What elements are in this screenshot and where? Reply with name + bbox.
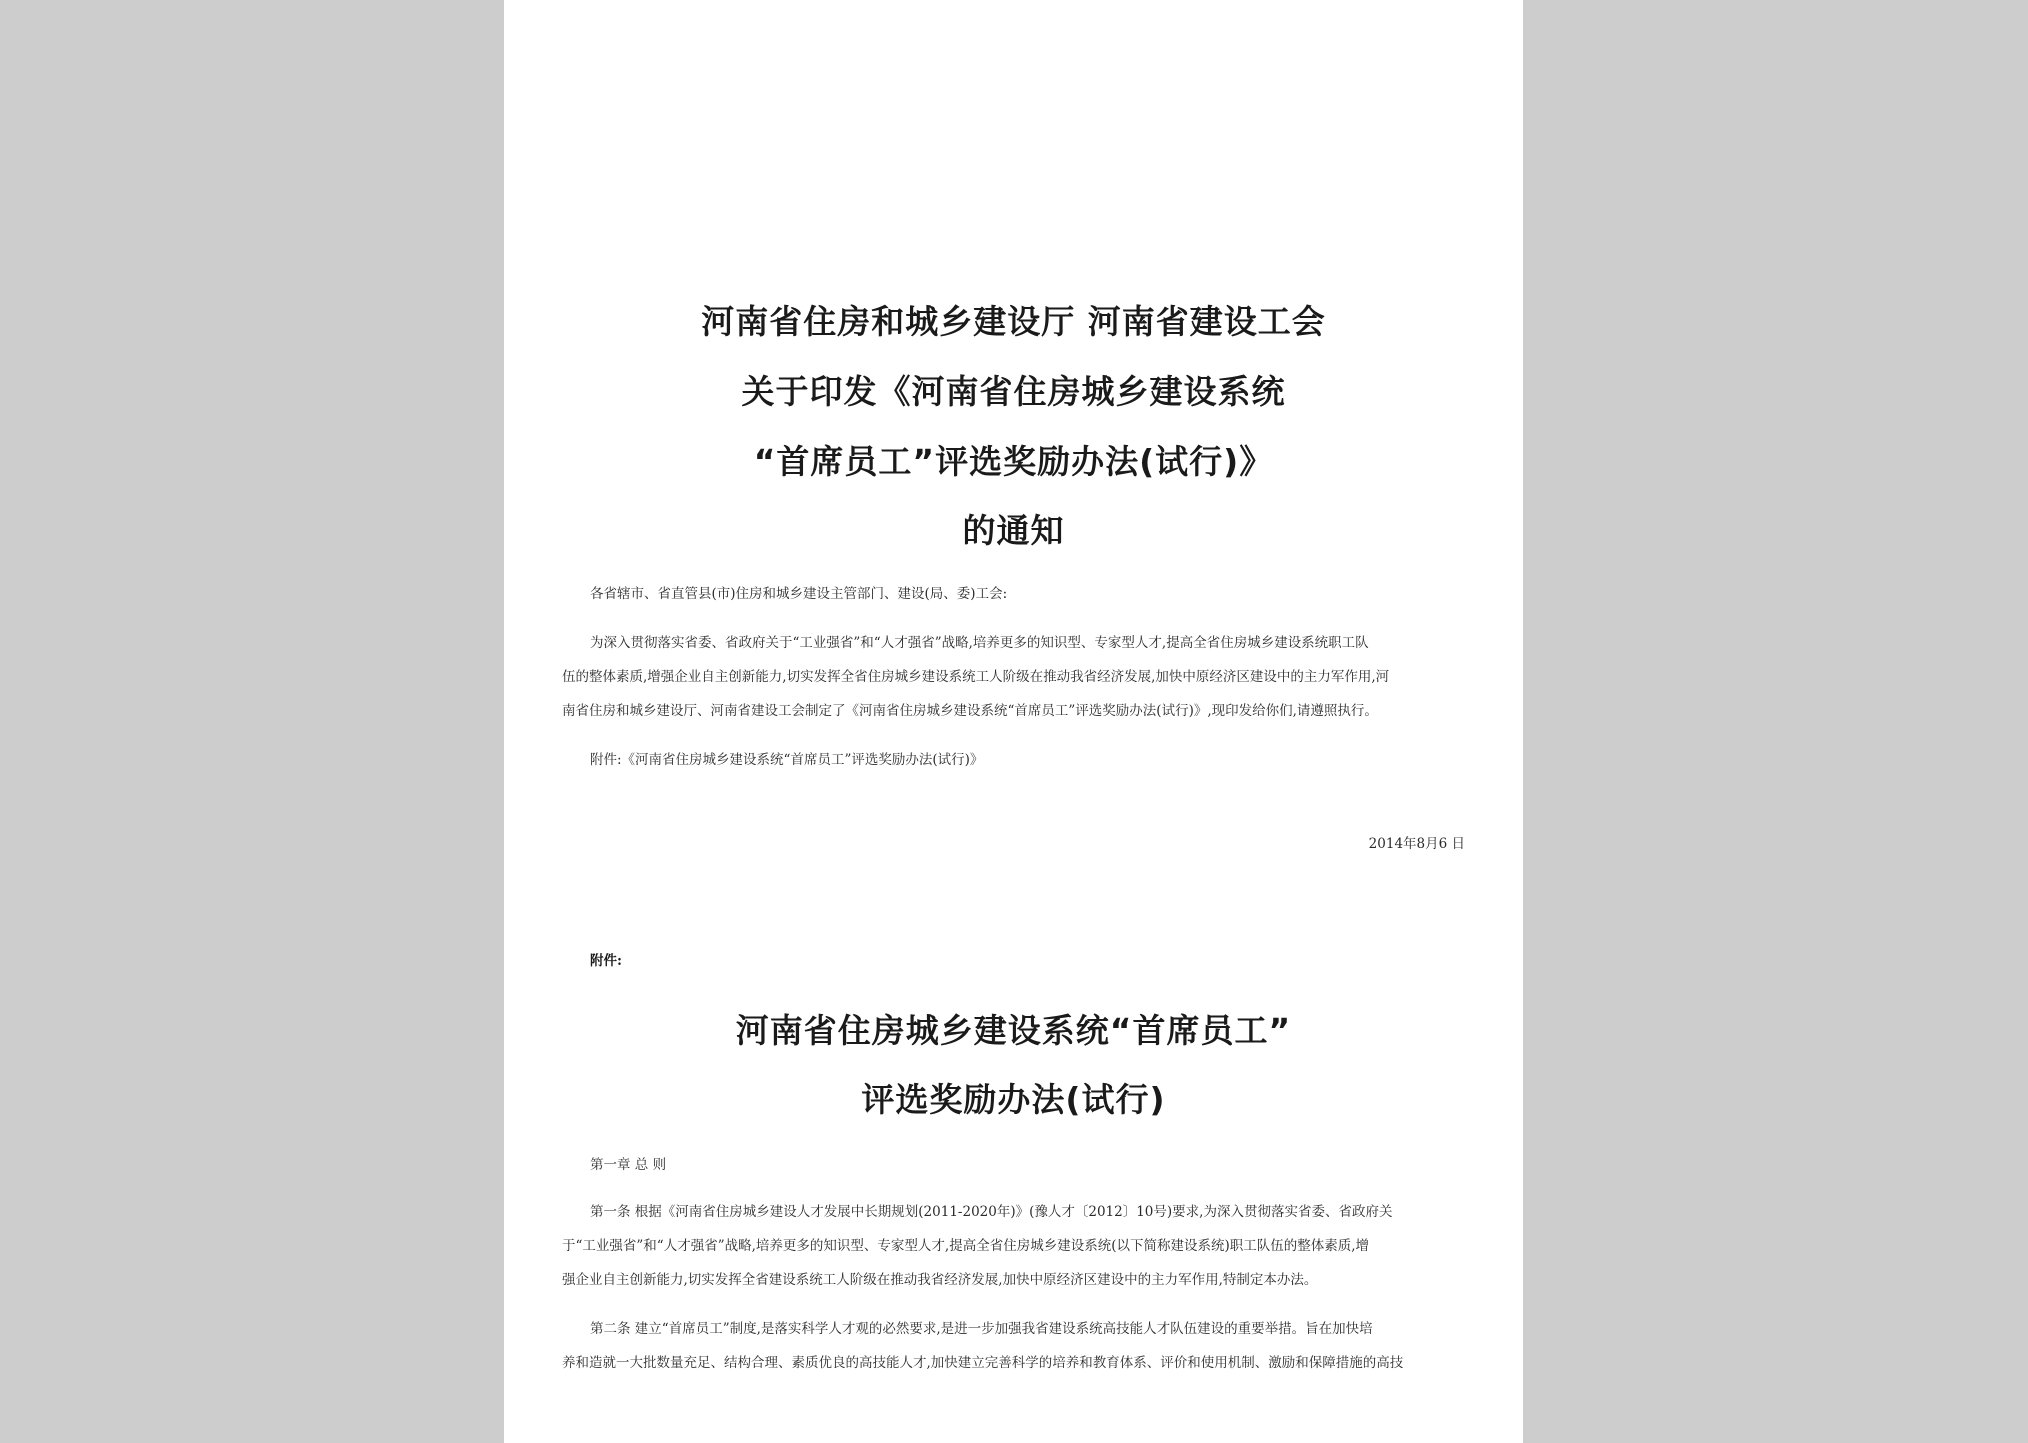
notice-title-line-2: 关于印发《河南省住房城乡建设系统 bbox=[741, 372, 1286, 411]
notice-title-line-4: 的通知 bbox=[962, 511, 1065, 550]
notice-paragraph-line-1: 为深入贯彻落实省委、省政府关于“工业强省”和“人才强省”战略,培养更多的知识型、专家型人才,提高全省住房城乡建设系统职工队 bbox=[590, 635, 1369, 651]
appendix-title-line-1: 河南省住房城乡建设系统“首席员工” bbox=[735, 1011, 1292, 1050]
notice-date: 2014年8月6 日 bbox=[1368, 836, 1465, 852]
notice-paragraph-line-3: 南省住房和城乡建设厅、河南省建设工会制定了《河南省住房城乡建设系统“首席员工”评选奖励办法(试行)》,现印发给你们,请遵照执行。 bbox=[562, 703, 1378, 719]
attachment-note: 附件:《河南省住房城乡建设系统“首席员工”评选奖励办法(试行)》 bbox=[590, 752, 984, 768]
appendix-label: 附件: bbox=[590, 953, 622, 969]
appendix-title-line-2: 评选奖励办法(试行) bbox=[861, 1080, 1166, 1119]
article1-line-1: 第一条 根据《河南省住房城乡建设人才发展中长期规划(2011-2020年)》(豫人才〔2012〕10号)要求,为深入贯彻落实省委、省政府关 bbox=[590, 1204, 1393, 1220]
article2-line-2: 养和造就一大批数量充足、结构合理、素质优良的高技能人才,加快建立完善科学的培养和教育体系、评价和使用机制、激励和保障措施的高技 bbox=[562, 1355, 1404, 1371]
article1-line-3: 强企业自主创新能力,切实发挥全省建设系统工人阶级在推动我省经济发展,加快中原经济区建设中的主力军作用,特制定本办法。 bbox=[562, 1272, 1318, 1288]
article1-line-2: 于“工业强省”和“人才强省”战略,培养更多的知识型、专家型人才,提高全省住房城乡建设系统(以下简称建设系统)职工队伍的整体素质,增 bbox=[562, 1238, 1370, 1254]
notice-paragraph-line-2: 伍的整体素质,增强企业自主创新能力,切实发挥全省住房城乡建设系统工人阶级在推动我省经济发展,加快中原经济区建设中的主力军作用,河 bbox=[562, 669, 1390, 685]
article2-line-1: 第二条 建立“首席员工”制度,是落实科学人才观的必然要求,是进一步加强我省建设系统高技能人才队伍建设的重要举措。旨在加快培 bbox=[590, 1321, 1373, 1337]
document-page bbox=[504, 0, 1523, 1443]
chapter-heading: 第一章 总 则 bbox=[590, 1157, 667, 1173]
notice-title-line-3: “首席员工”评选奖励办法(试行)》 bbox=[753, 442, 1274, 481]
addressee: 各省辖市、省直管县(市)住房和城乡建设主管部门、建设(局、委)工会: bbox=[590, 586, 1008, 602]
notice-title-line-1: 河南省住房和城乡建设厅 河南省建设工会 bbox=[701, 302, 1326, 341]
